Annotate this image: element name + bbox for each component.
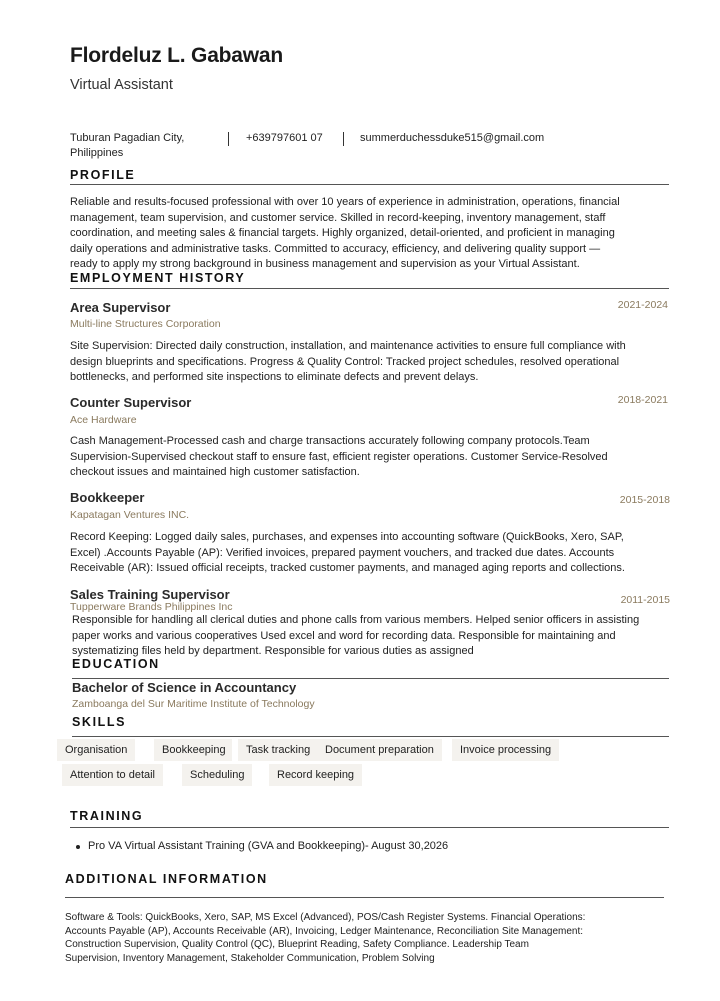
job-dates: 2021-2024 [617, 299, 668, 311]
skill-chip: Scheduling [182, 764, 252, 786]
candidate-name: Flordeluz L. Gabawan [70, 44, 284, 67]
job-description [70, 434, 685, 481]
job-line: checkout issues and maintained high customer satisfaction. [70, 466, 360, 478]
location-line-2: Philippines [70, 147, 124, 159]
profile-line: management, team supervision, and customer service. Skilled in record-keeping, inventory management, staff [70, 211, 606, 224]
additional-line: Construction Supervision, Quality Control (QC), Blueprint Reading, Safety Compliance. Leadership Team [65, 939, 529, 950]
additional-heading: ADDITIONAL INFORMATION [65, 872, 268, 886]
profile-line: ready to apply my strong background in business management and supervision as your Virtual Assistant. [70, 258, 580, 270]
job-line: Responsible for handling all clerical duties and phone calls from various members. Helped senior officers in assisting [72, 614, 640, 626]
job-title: Bookkeeper [70, 490, 145, 505]
skill-chip: Document preparation [317, 739, 442, 761]
job-dates: 2018-2021 [617, 394, 668, 406]
training-heading: TRAINING [70, 809, 144, 823]
skill-chip: Bookkeeping [154, 739, 232, 761]
contact-location [70, 131, 184, 161]
bullet-icon [76, 845, 80, 849]
skill-chip: Record keeping [269, 764, 362, 786]
job-line: paper works and various cooperatives Used excel and word for recording data. Responsible for maintaining and [72, 629, 616, 642]
contact-divider [343, 132, 344, 146]
section-divider [65, 897, 664, 898]
job-line: Site Supervision: Directed daily construction, installation, and maintenance activities to ensure full compliance with [70, 340, 626, 352]
education-heading: EDUCATION [72, 657, 160, 671]
section-divider [72, 678, 669, 679]
profile-line: Reliable and results-focused professional with over 10 years of experience in administration, operations, financial [70, 196, 620, 208]
additional-line: Supervision, Inventory Management, Stakeholder Communication, Problem Solving [65, 952, 435, 964]
profile-summary [70, 195, 680, 273]
section-divider [70, 827, 669, 828]
additional-info [65, 911, 685, 965]
profile-heading: PROFILE [70, 168, 136, 182]
section-divider [70, 288, 669, 289]
profile-line: daily operations and administrative tasks. Committed to accuracy, efficiency, and delivering quality support — [70, 242, 601, 255]
contact-email[interactable]: summerduchessduke515@gmail.com [360, 132, 545, 144]
job-line: systematizing files held by department. Responsible for various duties as assigned [72, 645, 474, 657]
profile-line: coordination, and meeting sales & financial targets. Highly organized, detail-oriented, and proficient in managing [70, 227, 615, 239]
job-line: Cash Management-Processed cash and charge transactions accurately following company protocols.Team [70, 435, 590, 447]
job-description [70, 339, 685, 386]
job-dates: 2011-2015 [620, 594, 670, 606]
job-line: bottlenecks, and performed site inspections to eliminate defects and prevent delays. [70, 371, 479, 383]
contact-divider [228, 132, 229, 146]
skill-chip: Invoice processing [452, 739, 559, 761]
employment-heading: EMPLOYMENT HISTORY [70, 271, 246, 285]
section-divider [72, 736, 669, 737]
additional-line: Accounts Payable (AP), Accounts Receivable (AR), Invoicing, Ledger Maintenance, Reconciliation Site Management: [65, 925, 584, 937]
job-title: Sales Training Supervisor [70, 587, 230, 602]
contact-phone: +639797601 07 [246, 132, 323, 144]
location-line-1: Tuburan Pagadian City, [70, 132, 185, 144]
job-line: design blueprints and specifications. Progress & Quality Control: Tracked project schedules, resolved operational [70, 355, 620, 368]
job-description [72, 613, 692, 660]
job-company: Ace Hardware [70, 414, 137, 426]
job-dates: 2015-2018 [619, 494, 670, 506]
skill-chip: Organisation [57, 739, 135, 761]
job-description [70, 530, 690, 577]
section-divider [70, 184, 669, 185]
training-item: Pro VA Virtual Assistant Training (GVA and Bookkeeping)- August 30,2026 [88, 840, 449, 852]
job-company: Tupperware Brands Philippines Inc [70, 601, 233, 613]
job-title: Counter Supervisor [70, 395, 192, 410]
education-school: Zamboanga del Sur Maritime Institute of Technology [72, 698, 315, 710]
skill-chip: Attention to detail [62, 764, 163, 786]
job-company: Multi-line Structures Corporation [70, 318, 221, 330]
job-line: Excel) .Accounts Payable (AP): Verified invoices, prepared payment vouchers, and tracked due dates. Accounts [70, 546, 615, 559]
education-degree: Bachelor of Science in Accountancy [72, 680, 297, 695]
skill-chip: Task tracking [238, 739, 318, 761]
skills-heading: SKILLS [72, 715, 127, 729]
candidate-role: Virtual Assistant [70, 77, 173, 93]
job-company: Kapatagan Ventures INC. [70, 509, 190, 521]
job-line: Receivable (AR): Issued official receipts, tracked customer payments, and managed aging reports and collections. [70, 562, 625, 574]
additional-line: Software & Tools: QuickBooks, Xero, SAP, MS Excel (Advanced), POS/Cash Register Systems. Financial Operations: [65, 912, 586, 923]
job-title: Area Supervisor [70, 300, 171, 315]
job-line: Supervision-Supervised checkout staff to ensure fast, efficient register operations. Customer Service-Resolved [70, 450, 608, 463]
job-line: Record Keeping: Logged daily sales, purchases, and expenses into accounting software (QuickBooks, Xero, SAP, [70, 531, 624, 543]
